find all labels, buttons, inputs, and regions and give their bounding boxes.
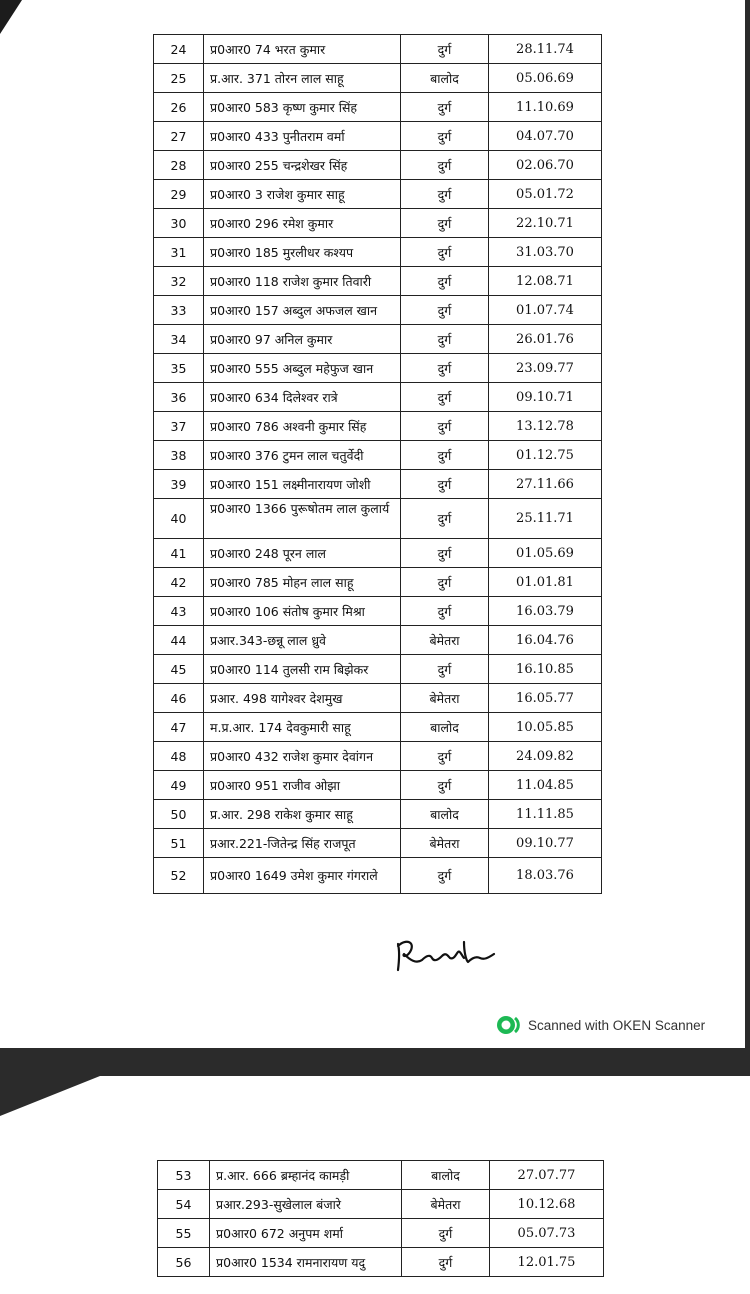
- table-row: [154, 325, 602, 354]
- table-row: [154, 800, 602, 829]
- serial-number: 32: [154, 267, 204, 296]
- table-row: [154, 597, 602, 626]
- employee-name: प्र0आर0 248 पूरन लाल: [204, 539, 401, 568]
- employee-name: प्र0आर0 74 भरत कुमार: [204, 35, 401, 64]
- employee-name: प्र0आर0 376 टुमन लाल चतुर्वेदी: [204, 441, 401, 470]
- table-row: [154, 412, 602, 441]
- employee-name: प्र0आर0 785 मोहन लाल साहू: [204, 568, 401, 597]
- serial-number: 50: [154, 800, 204, 829]
- date-of-birth: 09.10.71: [489, 383, 602, 412]
- employee-name: प्र0आर0 296 रमेश कुमार: [204, 209, 401, 238]
- employee-name: प्र0आर0 1649 उमेश कुमार गंगराले: [204, 858, 401, 894]
- serial-number: 47: [154, 713, 204, 742]
- serial-number: 27: [154, 122, 204, 151]
- district: दुर्ग: [401, 209, 489, 238]
- serial-number: 30: [154, 209, 204, 238]
- district: दुर्ग: [401, 470, 489, 499]
- district: दुर्ग: [401, 742, 489, 771]
- date-of-birth: 31.03.70: [489, 238, 602, 267]
- date-of-birth: 18.03.76: [489, 858, 602, 894]
- employee-name: प्र0आर0 432 राजेश कुमार देवांगन: [204, 742, 401, 771]
- table-row: [154, 742, 602, 771]
- district: दुर्ग: [401, 180, 489, 209]
- date-of-birth: 01.12.75: [489, 441, 602, 470]
- table-row: [158, 1161, 604, 1190]
- date-of-birth: 05.01.72: [489, 180, 602, 209]
- table-row: [154, 93, 602, 122]
- serial-number: 38: [154, 441, 204, 470]
- table-row: [154, 499, 602, 539]
- date-of-birth: 13.12.78: [489, 412, 602, 441]
- district: दुर्ग: [401, 539, 489, 568]
- table-row: [154, 238, 602, 267]
- district: दुर्ग: [401, 383, 489, 412]
- district: दुर्ग: [401, 499, 489, 539]
- district: बालोद: [401, 713, 489, 742]
- personnel-table-part-2: [157, 1160, 604, 1277]
- employee-name: प्र0आर0 555 अब्दुल महेफुज खान: [204, 354, 401, 383]
- district: दुर्ग: [401, 93, 489, 122]
- serial-number: 25: [154, 64, 204, 93]
- district: दुर्ग: [401, 238, 489, 267]
- table-row: [154, 151, 602, 180]
- district: दुर्ग: [401, 325, 489, 354]
- date-of-birth: 09.10.77: [489, 829, 602, 858]
- serial-number: 40: [154, 499, 204, 539]
- date-of-birth: 05.06.69: [489, 64, 602, 93]
- district: दुर्ग: [401, 122, 489, 151]
- table-row: [158, 1190, 604, 1219]
- district: दुर्ग: [401, 267, 489, 296]
- serial-number: 56: [158, 1248, 210, 1277]
- employee-name: प्र0आर0 1534 रामनारायण यदु: [210, 1248, 402, 1277]
- employee-name: प्र0आर0 151 लक्ष्मीनारायण जोशी: [204, 470, 401, 499]
- district: बालोद: [402, 1161, 490, 1190]
- serial-number: 28: [154, 151, 204, 180]
- employee-name: प्रआर.293-सुखेलाल बंजारे: [210, 1190, 402, 1219]
- date-of-birth: 11.11.85: [489, 800, 602, 829]
- date-of-birth: 27.07.77: [490, 1161, 604, 1190]
- serial-number: 49: [154, 771, 204, 800]
- date-of-birth: 01.05.69: [489, 539, 602, 568]
- employee-name: प्र0आर0 157 अब्दुल अफजल खान: [204, 296, 401, 325]
- serial-number: 45: [154, 655, 204, 684]
- serial-number: 35: [154, 354, 204, 383]
- table-row: [154, 829, 602, 858]
- district: दुर्ग: [401, 597, 489, 626]
- table-row: [154, 354, 602, 383]
- date-of-birth: 10.12.68: [490, 1190, 604, 1219]
- scanner-watermark: [496, 1014, 705, 1036]
- page-corner-shadow: [0, 1076, 100, 1116]
- district: दुर्ग: [401, 354, 489, 383]
- table-row: [154, 209, 602, 238]
- employee-name: प्र0आर0 97 अनिल कुमार: [204, 325, 401, 354]
- district: बेमेतरा: [401, 829, 489, 858]
- table-row: [154, 441, 602, 470]
- date-of-birth: 16.10.85: [489, 655, 602, 684]
- district: दुर्ग: [401, 655, 489, 684]
- serial-number: 29: [154, 180, 204, 209]
- employee-name: प्र0आर0 114 तुलसी राम बिझेकर: [204, 655, 401, 684]
- serial-number: 39: [154, 470, 204, 499]
- district: दुर्ग: [401, 412, 489, 441]
- table-row: [154, 267, 602, 296]
- oken-scanner-logo-icon: [496, 1015, 522, 1035]
- table-row: [154, 858, 602, 894]
- date-of-birth: 22.10.71: [489, 209, 602, 238]
- district: दुर्ग: [401, 441, 489, 470]
- table-row: [154, 626, 602, 655]
- table-row: [154, 383, 602, 412]
- employee-name: प्र0आर0 106 संतोष कुमार मिश्रा: [204, 597, 401, 626]
- employee-name: प्रआर.343-छन्नू लाल ध्रुवे: [204, 626, 401, 655]
- date-of-birth: 11.10.69: [489, 93, 602, 122]
- table-row: [154, 568, 602, 597]
- serial-number: 36: [154, 383, 204, 412]
- serial-number: 48: [154, 742, 204, 771]
- district: बेमेतरा: [401, 684, 489, 713]
- employee-name: प्रआर.221-जितेन्द्र सिंह राजपूत: [204, 829, 401, 858]
- date-of-birth: 11.04.85: [489, 771, 602, 800]
- district: दुर्ग: [402, 1248, 490, 1277]
- table-row: [154, 771, 602, 800]
- employee-name: प्र0आर0 433 पुनीतराम वर्मा: [204, 122, 401, 151]
- date-of-birth: 16.04.76: [489, 626, 602, 655]
- serial-number: 51: [154, 829, 204, 858]
- date-of-birth: 16.03.79: [489, 597, 602, 626]
- employee-name: प्र0आर0 786 अश्वनी कुमार सिंह: [204, 412, 401, 441]
- table-row: [154, 713, 602, 742]
- employee-name: प्र.आर. 298 राकेश कुमार साहू: [204, 800, 401, 829]
- date-of-birth: 12.01.75: [490, 1248, 604, 1277]
- date-of-birth: 24.09.82: [489, 742, 602, 771]
- employee-name: प्र0आर0 255 चन्द्रशेखर सिंह: [204, 151, 401, 180]
- employee-name: प्र0आर0 951 राजीव ओझा: [204, 771, 401, 800]
- table-row: [154, 35, 602, 64]
- serial-number: 55: [158, 1219, 210, 1248]
- district: दुर्ग: [402, 1219, 490, 1248]
- employee-name: प्र0आर0 118 राजेश कुमार तिवारी: [204, 267, 401, 296]
- serial-number: 31: [154, 238, 204, 267]
- date-of-birth: 02.06.70: [489, 151, 602, 180]
- serial-number: 43: [154, 597, 204, 626]
- district: बेमेतरा: [402, 1190, 490, 1219]
- district: दुर्ग: [401, 771, 489, 800]
- employee-name: प्र0आर0 583 कृष्ण कुमार सिंह: [204, 93, 401, 122]
- district: बेमेतरा: [401, 626, 489, 655]
- table-row: [154, 180, 602, 209]
- employee-name: प्र0आर0 1366 पुरूषोतम लाल कुलार्य: [204, 499, 401, 539]
- date-of-birth: 05.07.73: [490, 1219, 604, 1248]
- table-row: [154, 539, 602, 568]
- serial-number: 44: [154, 626, 204, 655]
- district: दुर्ग: [401, 151, 489, 180]
- date-of-birth: 01.07.74: [489, 296, 602, 325]
- district: बालोद: [401, 64, 489, 93]
- table-row: [158, 1219, 604, 1248]
- table-row: [154, 655, 602, 684]
- signature: [392, 930, 512, 980]
- serial-number: 42: [154, 568, 204, 597]
- date-of-birth: 10.05.85: [489, 713, 602, 742]
- employee-name: प्र0आर0 3 राजेश कुमार साहू: [204, 180, 401, 209]
- table-row: [154, 122, 602, 151]
- serial-number: 46: [154, 684, 204, 713]
- table-row: [158, 1248, 604, 1277]
- employee-name: म.प्र.आर. 174 देवकुमारी साहू: [204, 713, 401, 742]
- employee-name: प्र.आर. 666 ब्रम्हानंद कामड़ी: [210, 1161, 402, 1190]
- date-of-birth: 12.08.71: [489, 267, 602, 296]
- serial-number: 54: [158, 1190, 210, 1219]
- serial-number: 37: [154, 412, 204, 441]
- employee-name: प्र0आर0 672 अनुपम शर्मा: [210, 1219, 402, 1248]
- personnel-table-part-1: [153, 34, 602, 894]
- district: दुर्ग: [401, 858, 489, 894]
- date-of-birth: 26.01.76: [489, 325, 602, 354]
- employee-name: प्र.आर. 371 तोरन लाल साहू: [204, 64, 401, 93]
- district: दुर्ग: [401, 568, 489, 597]
- table-row: [154, 296, 602, 325]
- serial-number: 24: [154, 35, 204, 64]
- date-of-birth: 25.11.71: [489, 499, 602, 539]
- employee-name: प्र0आर0 634 दिलेश्वर रात्रे: [204, 383, 401, 412]
- date-of-birth: 27.11.66: [489, 470, 602, 499]
- table-row: [154, 470, 602, 499]
- page-corner-shadow: [0, 0, 22, 34]
- district: दुर्ग: [401, 35, 489, 64]
- date-of-birth: 01.01.81: [489, 568, 602, 597]
- serial-number: 52: [154, 858, 204, 894]
- date-of-birth: 28.11.74: [489, 35, 602, 64]
- date-of-birth: 16.05.77: [489, 684, 602, 713]
- table-row: [154, 64, 602, 93]
- serial-number: 41: [154, 539, 204, 568]
- serial-number: 26: [154, 93, 204, 122]
- district: बालोद: [401, 800, 489, 829]
- serial-number: 34: [154, 325, 204, 354]
- district: दुर्ग: [401, 296, 489, 325]
- employee-name: प्र0आर0 185 मुरलीधर कश्यप: [204, 238, 401, 267]
- employee-name: प्रआर. 498 यागेश्वर देशमुख: [204, 684, 401, 713]
- serial-number: 53: [158, 1161, 210, 1190]
- date-of-birth: 04.07.70: [489, 122, 602, 151]
- scanner-label: Scanned with OKEN Scanner: [528, 1017, 706, 1033]
- table-row: [154, 684, 602, 713]
- serial-number: 33: [154, 296, 204, 325]
- date-of-birth: 23.09.77: [489, 354, 602, 383]
